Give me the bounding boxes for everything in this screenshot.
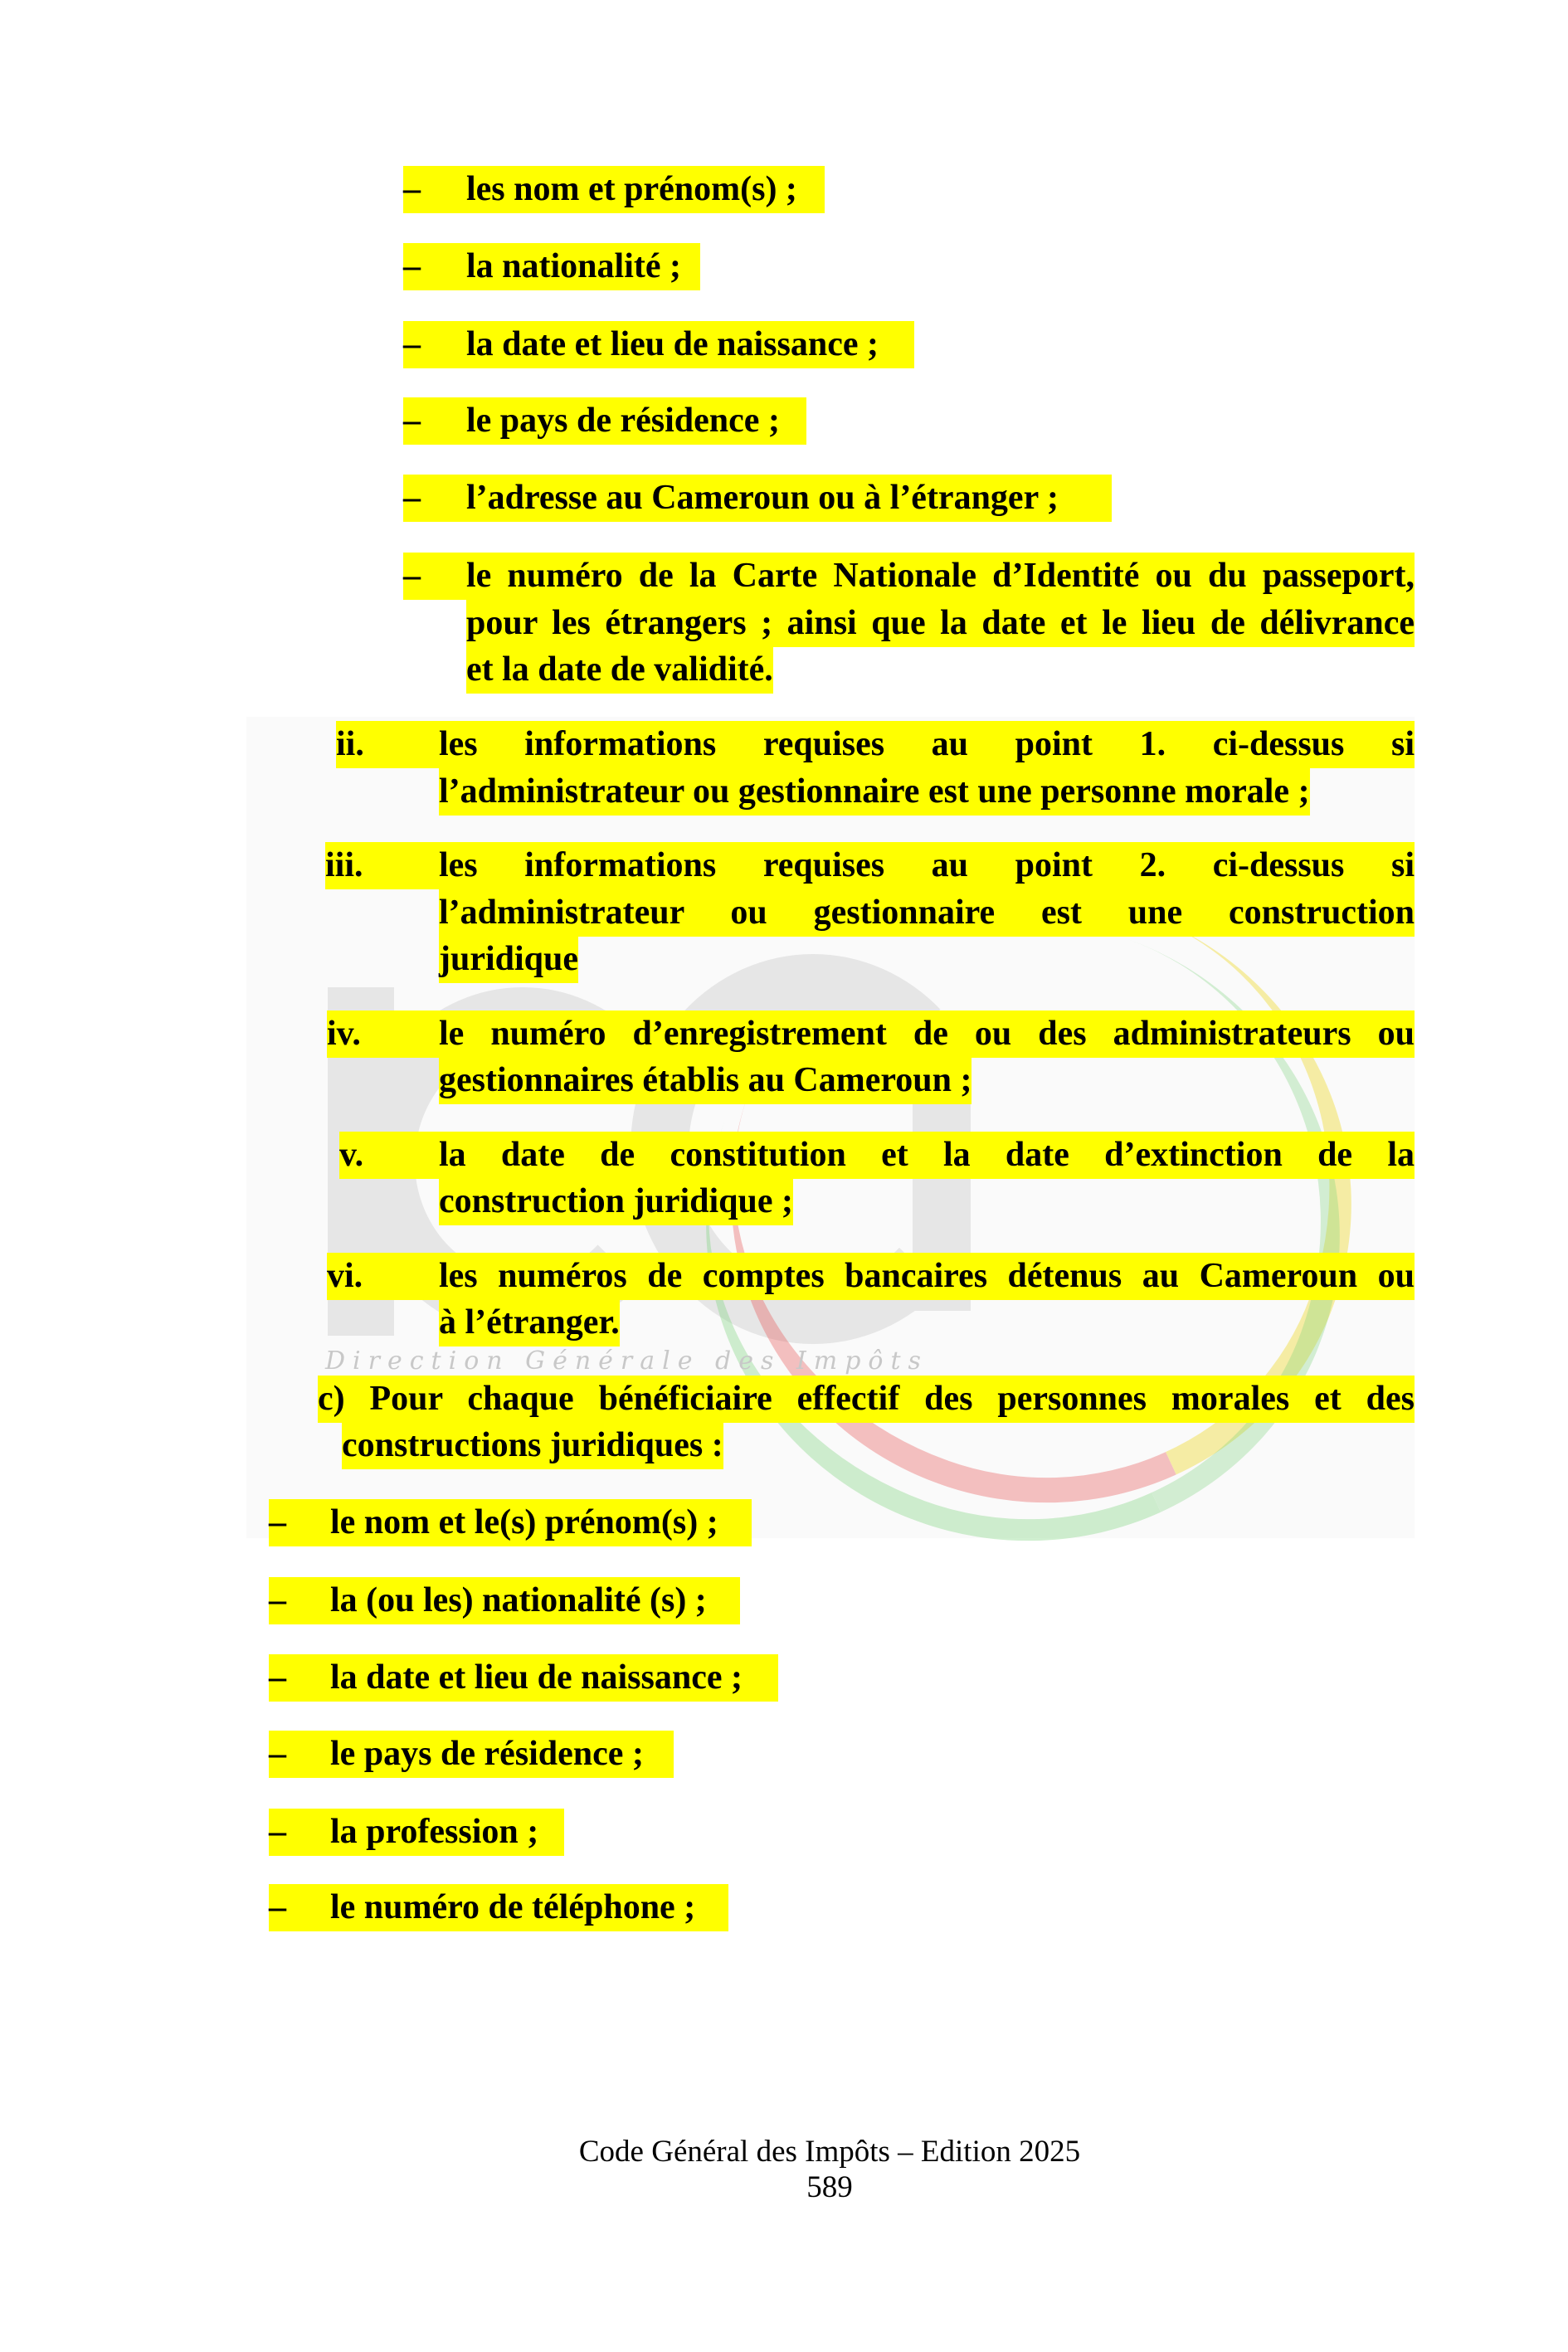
item-label: iii. bbox=[325, 842, 439, 889]
list-item-line: et la date de validité. bbox=[466, 646, 773, 694]
list-item: – la date et lieu de naissance ; bbox=[269, 1654, 778, 1702]
page-number: 589 bbox=[806, 2170, 853, 2204]
item-label: vi. bbox=[327, 1253, 439, 1300]
footer-title: Code Général des Impôts – Edition 2025 bbox=[578, 2135, 1081, 2169]
list-item: – la nationalité ; bbox=[403, 243, 700, 290]
item-line: les informations requises au point 1. ci-dessus si bbox=[439, 721, 1415, 768]
watermark-caption: Direction Générale des Impôts bbox=[325, 1346, 928, 1376]
section-c-heading: c) Pour chaque bénéficiaire effectif des personnes morales et des bbox=[318, 1376, 1415, 1423]
section-c-heading-cont: constructions juridiques : bbox=[342, 1422, 723, 1469]
item-line: construction juridique ; bbox=[439, 1178, 793, 1225]
list-item: – le nom et le(s) prénom(s) ; bbox=[269, 1499, 752, 1546]
list-item-line: le numéro de la Carte Nationale d’Identité ou du passeport, bbox=[466, 553, 1415, 600]
list-item: – la profession ; bbox=[269, 1809, 564, 1856]
list-item: – le numéro de téléphone ; bbox=[269, 1884, 728, 1931]
item-label: ii. bbox=[336, 721, 439, 768]
list-item-line: pour les étrangers ; ainsi que la date et le lieu de délivrance bbox=[466, 600, 1415, 647]
item-label: iv. bbox=[327, 1010, 439, 1058]
item-line: l’administrateur ou gestionnaire est une personne morale ; bbox=[439, 768, 1310, 816]
item-line: la date de constitution et la date d’extinction de la bbox=[439, 1132, 1415, 1179]
list-item: – l’adresse au Cameroun ou à l’étranger ; bbox=[403, 475, 1112, 522]
list-item: – la (ou les) nationalité (s) ; bbox=[269, 1577, 740, 1624]
list-item: – les nom et prénom(s) ; bbox=[403, 166, 825, 213]
item-line: les informations requises au point 2. ci-dessus si bbox=[439, 842, 1415, 889]
item-line: juridique bbox=[439, 936, 578, 983]
list-item: – la date et lieu de naissance ; bbox=[403, 321, 914, 368]
item-line: gestionnaires établis au Cameroun ; bbox=[439, 1057, 971, 1104]
item-line: l’administrateur ou gestionnaire est une construction bbox=[439, 889, 1415, 937]
item-line: à l’étranger. bbox=[439, 1299, 620, 1346]
list-item-dash: – bbox=[403, 553, 466, 600]
list-item: – le pays de résidence ; bbox=[403, 397, 806, 445]
item-line: le numéro d’enregistrement de ou des administrateurs ou bbox=[439, 1010, 1415, 1058]
item-label: v. bbox=[339, 1132, 439, 1179]
list-item: – le pays de résidence ; bbox=[269, 1731, 674, 1778]
item-line: les numéros de comptes bancaires détenus au Cameroun ou bbox=[439, 1253, 1415, 1300]
